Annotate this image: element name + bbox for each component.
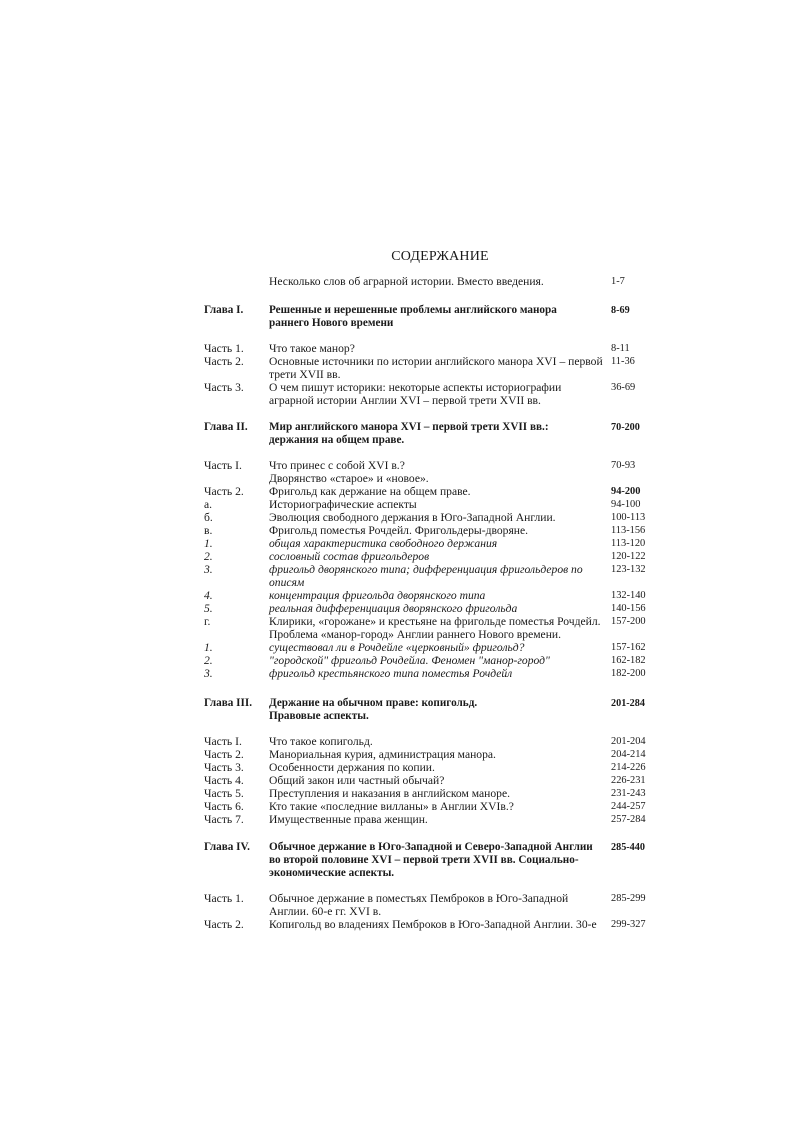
toc-entry-title <box>269 590 601 603</box>
toc-entry-title-line: Проблема «манор-город» Англии раннего Нового времени. <box>269 627 562 641</box>
toc-entry-label: Глава IV. <box>204 841 250 853</box>
toc-entry-page: 8-69 <box>611 305 630 316</box>
toc-entry-title <box>269 762 601 775</box>
toc-entry-label: Часть 1. <box>204 892 244 905</box>
toc-entry-label: 2. <box>204 550 213 563</box>
toc-entry-title <box>269 304 601 330</box>
toc-entry-title-line: трети XVII вв. <box>269 367 341 381</box>
toc-entry-label: Глава I. <box>204 304 244 316</box>
toc-entry-label: 3. <box>204 667 213 680</box>
toc-entry-label: Часть I. <box>204 459 242 472</box>
toc-entry-page: 120-122 <box>611 551 646 562</box>
toc-entry-label: а. <box>204 498 213 511</box>
toc-entry-page: 214-226 <box>611 762 646 773</box>
toc-entry-label: Часть 6. <box>204 800 244 813</box>
toc-entry-title-line: Фригольд как держание на общем праве. <box>269 485 471 498</box>
toc-entry-title-line: Мир английского манора XVI – первой трети XVII вв.: <box>269 421 549 433</box>
toc-entry-title-line: сословный состав фригольдеров <box>269 550 430 563</box>
toc-entry-label: Часть 2. <box>204 485 244 498</box>
toc-entry-label: Часть 7. <box>204 813 244 826</box>
toc-entry-title <box>269 382 601 408</box>
toc-entry-page: 244-257 <box>611 801 646 812</box>
toc-entry-title-line: Имущественные права женщин. <box>269 813 428 826</box>
toc-entry-page: 257-284 <box>611 814 646 825</box>
toc-entry-title <box>269 486 601 499</box>
toc-entry-page: 132-140 <box>611 590 646 601</box>
toc-entry-label: Часть 1. <box>204 342 244 355</box>
toc-entry-page: 70-93 <box>611 460 636 471</box>
toc-entry-page: 8-11 <box>611 343 630 354</box>
toc-entry-page: 285-440 <box>611 842 645 853</box>
toc-entry-label: в. <box>204 524 213 537</box>
page-title: СОДЕРЖАНИЕ <box>391 249 489 264</box>
toc-entry-title <box>269 668 601 681</box>
toc-entry-page: 123-132 <box>611 564 646 575</box>
toc-entry-title-line: Кто такие «последние вилланы» в Англии XVIв.? <box>269 800 514 813</box>
toc-entry-title-line: Обычное держание в Юго-Западной и Северо-Западной Англии <box>269 841 593 853</box>
toc-entry-page: 70-200 <box>611 422 640 433</box>
toc-entry-page: 113-120 <box>611 538 646 549</box>
toc-entry-title <box>269 655 601 668</box>
toc-entry-title-line: держания на общем праве. <box>269 434 405 447</box>
toc-entry-title-line: Преступления и наказания в английском маноре. <box>269 787 510 800</box>
toc-entry-title-line: "городской" фригольд Рочдейла. Феномен "манор-город" <box>269 654 550 667</box>
toc-entry-title <box>269 736 601 749</box>
toc-entry-label: 1. <box>204 537 213 550</box>
toc-entry-title <box>269 460 601 486</box>
toc-entry-title-line: Обычное держание в поместьях Пемброков в Юго-Западной <box>269 892 569 905</box>
toc-entry-title-line: Что принес с собой XVI в.? <box>269 459 405 472</box>
toc-entry-label: Часть 3. <box>204 761 244 774</box>
toc-entry-page: 94-100 <box>611 499 641 510</box>
toc-entry-title <box>269 775 601 788</box>
toc-entry-title-line: Особенности держания по копии. <box>269 761 435 774</box>
toc-entry-page: 182-200 <box>611 668 646 679</box>
toc-entry-title <box>269 343 601 356</box>
toc-entry-title-line: общая характеристика свободного держания <box>269 537 498 550</box>
toc-entry-page: 1-7 <box>611 276 625 287</box>
toc-entry-page: 140-156 <box>611 603 646 614</box>
toc-entry-title-line: Правовые аспекты. <box>269 710 369 723</box>
toc-entry-page: 231-243 <box>611 788 646 799</box>
toc-entry-label: б. <box>204 511 213 524</box>
toc-entry-title <box>269 749 601 762</box>
toc-entry-label: Часть 3. <box>204 381 244 394</box>
toc-entry-title-line: во второй половине XVI – первой трети XVII вв. Социально- <box>269 854 579 867</box>
toc-entry-title-line: О чем пишут историки: некоторые аспекты историографии <box>269 381 562 394</box>
toc-entry-title <box>269 788 601 801</box>
toc-entry-page: 113-156 <box>611 525 646 536</box>
toc-entry-page: 11-36 <box>611 356 635 367</box>
toc-entry-title-line: Фригольд поместья Рочдейл. Фригольдеры-дворяне. <box>269 524 529 537</box>
toc-entry-title-line: Что такое манор? <box>269 342 355 355</box>
toc-entry-title <box>269 841 601 881</box>
toc-entry-title <box>269 538 601 551</box>
toc-entry-title <box>269 276 601 289</box>
toc-entry-label: 1. <box>204 641 213 654</box>
toc-entry-title-line: Общий закон или частный обычай? <box>269 774 445 787</box>
toc-entry-title <box>269 893 601 919</box>
toc-entry-title-line: Историографические аспекты <box>269 498 417 511</box>
toc-entry-title-line: существовал ли в Рочдейле «церковный» фригольд? <box>269 641 525 654</box>
toc-entry-page: 100-113 <box>611 512 646 523</box>
toc-entry-label: 2. <box>204 654 213 667</box>
toc-entry-title-line: Держание на обычном праве: копигольд. <box>269 697 478 709</box>
toc-entry-title <box>269 499 601 512</box>
toc-entry-page: 157-200 <box>611 616 646 627</box>
toc-entry-title <box>269 801 601 814</box>
toc-entry-title-line: Англии. 60-е гг. XVI в. <box>269 904 382 918</box>
toc-entry-page: 299-327 <box>611 919 646 930</box>
toc-entry-page: 36-69 <box>611 382 636 393</box>
toc-entry-title-line: Манориальная курия, администрация манора. <box>269 748 496 761</box>
toc-entry-title <box>269 642 601 655</box>
toc-entry-page: 201-204 <box>611 736 646 747</box>
toc-entry-page: 204-214 <box>611 749 646 760</box>
toc-entry-title <box>269 697 601 723</box>
toc-entry-label: Часть 2. <box>204 748 244 761</box>
toc-entry-label: Часть 4. <box>204 774 244 787</box>
toc-entry-page: 201-284 <box>611 698 645 709</box>
toc-entry-title-line: описям <box>269 575 305 589</box>
toc-entry-label: 5. <box>204 602 213 615</box>
toc-entry-page: 94-200 <box>611 486 641 497</box>
toc-entry-page: 162-182 <box>611 655 646 666</box>
toc-entry-title-line: фригольд крестьянского типа поместья Рочдейл <box>269 667 513 680</box>
toc-entry-page: 285-299 <box>611 893 646 904</box>
toc-entry-title-line: экономические аспекты. <box>269 867 395 880</box>
toc-entry-title-line: концентрация фригольда дворянского типа <box>269 589 486 602</box>
toc-entry-title-line: Клирики, «горожане» и крестьяне на фригольде поместья Рочдейл. <box>269 615 601 628</box>
toc-entry-page: 226-231 <box>611 775 646 786</box>
toc-entry-label: 3. <box>204 563 213 576</box>
toc-entry-label: Часть 2. <box>204 355 244 368</box>
toc-entry-title-line: раннего Нового времени <box>269 317 394 330</box>
toc-entry-title-line: реальная дифференциация дворянского фригольда <box>269 602 518 615</box>
toc-entry-title-line: Дворянство «старое» и «новое». <box>269 471 429 485</box>
toc-entry-title <box>269 919 601 932</box>
toc-entry-title <box>269 551 601 564</box>
toc-entry-title <box>269 564 601 590</box>
toc-entry-label: Глава III. <box>204 697 253 709</box>
toc-entry-title <box>269 616 601 642</box>
toc-entry-page: 157-162 <box>611 642 646 653</box>
toc-entry-title-line: фригольд дворянского типа; дифференциация фригольдеров по <box>269 563 583 576</box>
toc-entry-title <box>269 512 601 525</box>
toc-entry-title <box>269 525 601 538</box>
toc-entry-title <box>269 356 601 382</box>
toc-entry-label: 4. <box>204 589 213 602</box>
toc-entry-label: Часть I. <box>204 735 242 748</box>
toc-entry-title-line: Несколько слов об аграрной истории. Вместо введения. <box>269 275 544 288</box>
toc-entry-title <box>269 421 601 447</box>
toc-entry-label: Часть 5. <box>204 787 244 800</box>
toc-entry-title-line: Решенные и нерешенные проблемы английского манора <box>269 304 557 316</box>
toc-entry-title-line: Основные источники по истории английского манора XVI – первой <box>269 355 603 368</box>
toc-entry-label: г. <box>204 615 211 628</box>
toc-entry-title-line: аграрной истории Англии XVI – первой трети XVII вв. <box>269 393 541 407</box>
toc-entry-title-line: Эволюция свободного держания в Юго-Западной Англии. <box>269 511 556 524</box>
toc-entry-title-line: Что такое копигольд. <box>269 735 373 748</box>
toc-entry-title <box>269 814 601 827</box>
toc-entry-title-line: Копигольд во владениях Пемброков в Юго-Западной Англии. 30-е <box>269 918 597 931</box>
toc-entry-label: Часть 2. <box>204 918 244 931</box>
toc-entry-title <box>269 603 601 616</box>
toc-entry-label: Глава II. <box>204 421 248 433</box>
